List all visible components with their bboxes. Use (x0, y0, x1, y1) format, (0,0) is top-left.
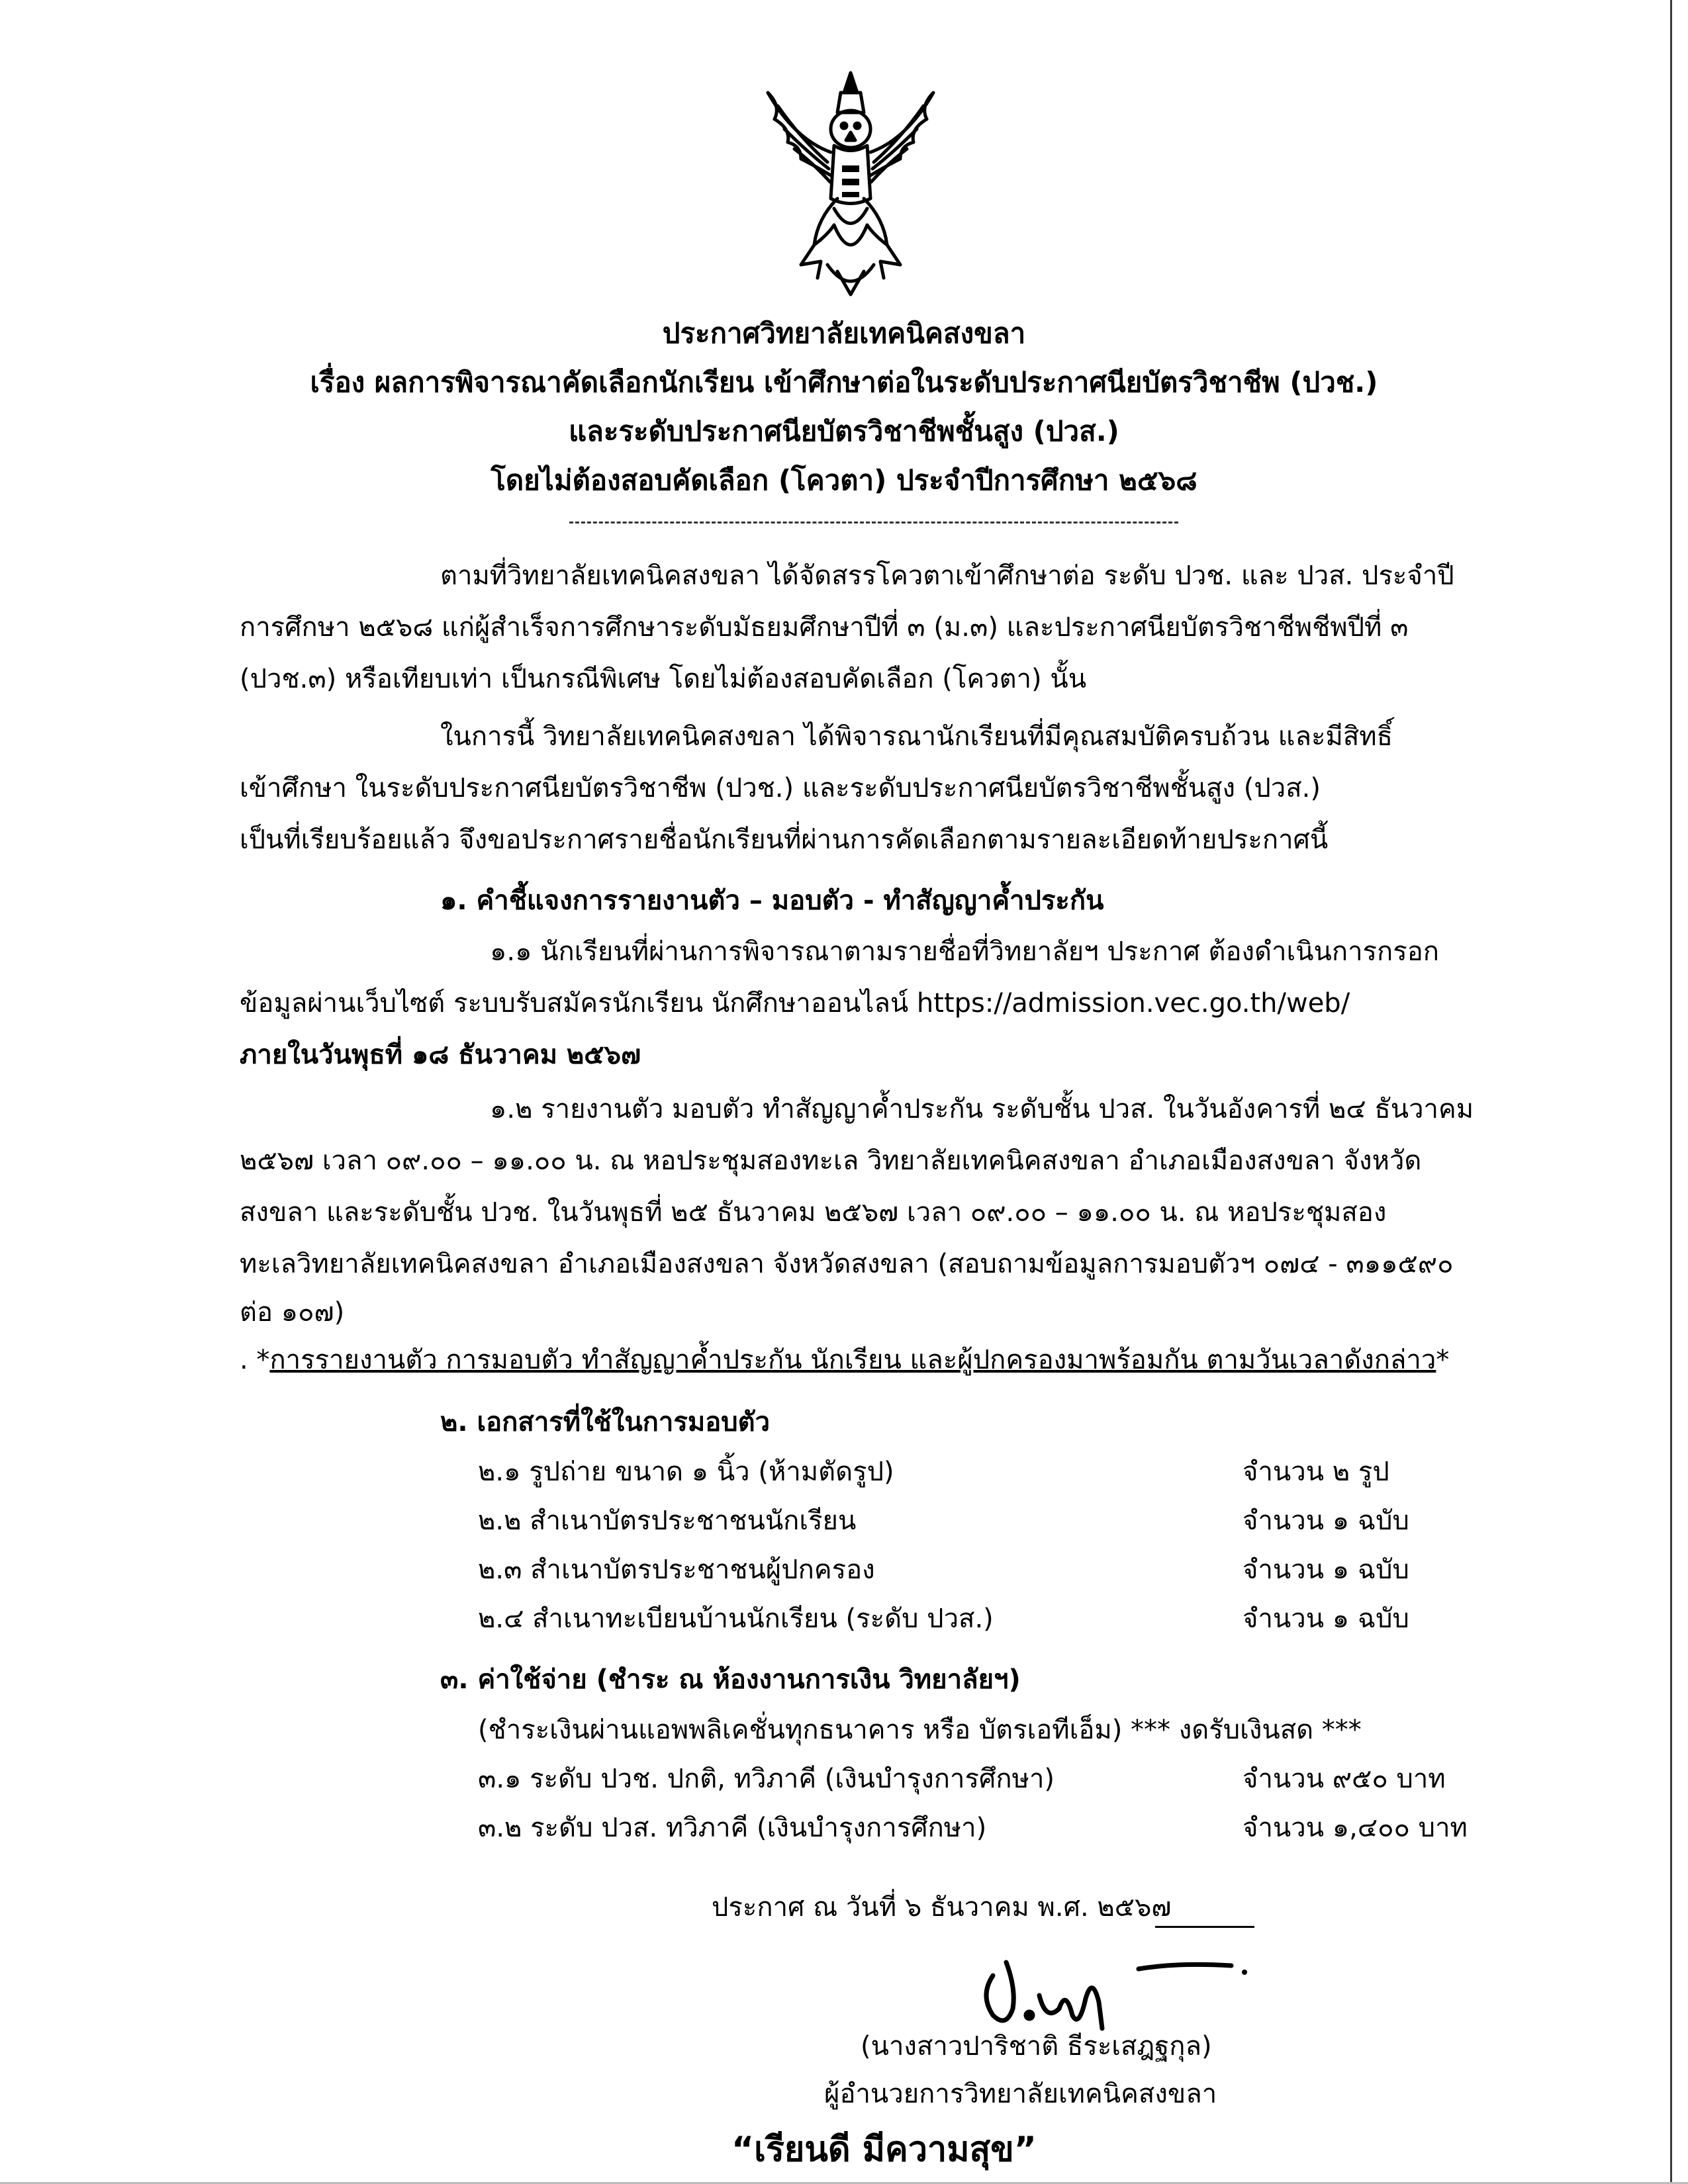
section3-item-amount: จำนวน ๑,๔๐๐ บาท (1243, 1813, 1468, 1843)
intro-p2-line2: เข้าศึกษา ในระดับประกาศนียบัตรวิชาชีพ (ปวช.) และระดับประกาศนียบัตรวิชาชีพชั้นสูง (ปวส.) (240, 773, 1321, 803)
date-underline (1155, 1926, 1254, 1928)
announce-date: ประกาศ ณ วันที่ ๖ ธันวาคม พ.ศ. ๒๕๖๗ (712, 1892, 1172, 1923)
announcement-subject: เรื่อง ผลการพิจารณาคัดเลือกนักเรียน เข้าศึกษาต่อในระดับประกาศนียบัตรวิชาชีพ (ปวช.) (310, 366, 1378, 398)
note-suffix: * (1436, 1345, 1450, 1375)
announcement-subject-line3: โดยไม่ต้องสอบคัดเลือก (โควตา) ประจำปีการศึกษา ๒๕๖๘ (491, 464, 1197, 496)
intro-p2-line1: ในการนี้ วิทยาลัยเทคนิคสงขลา ได้พิจารณานักเรียนที่มีคุณสมบัติครบถ้วน และมีสิทธิ์ (440, 721, 1393, 752)
section2-item-label: ๒.๓ สำเนาบัตรประชาชนผู้ปกครอง (478, 1555, 875, 1585)
section1-item1-line2: ข้อมูลผ่านเว็บไซต์ ระบบรับสมัครนักเรียน นักศึกษาออนไลน์ https://admission.vec.go.th/web/ (240, 988, 1350, 1019)
announcement-title: ประกาศวิทยาลัยเทคนิคสงขลา (662, 317, 1026, 349)
section1-deadline: ภายในวันพุธที่ ๑๘ ธันวาคม ๒๕๖๗ (240, 1040, 641, 1070)
section2-item-amount: จำนวน ๑ ฉบับ (1243, 1506, 1409, 1536)
intro-p2-line3: เป็นที่เรียบร้อยแล้ว จึงขอประกาศรายชื่อนักเรียนที่ผ่านการคัดเลือกตามรายละเอียดท้ายประกาศนี้ (240, 825, 1329, 855)
section1-note (240, 1342, 1449, 1379)
section1-item2-line4: ทะเลวิทยาลัยเทคนิคสงขลา อำเภอเมืองสงขลา จังหวัดสงขลา (สอบถามข้อมูลการมอบตัวฯ ๐๗๔ - ๓๑๑๕๙๐ (240, 1249, 1454, 1279)
section1-item2-line5: ต่อ ๑๐๗) (240, 1297, 345, 1328)
section2-item-label: ๒.๔ สำเนาทะเบียนบ้านนักเรียน (ระดับ ปวส.) (478, 1604, 994, 1634)
section3-item-label: ๓.๑ ระดับ ปวช. ปกติ, ทวิภาคี (เงินบำรุงการศึกษา) (478, 1764, 1055, 1794)
garuda-emblem-icon (755, 66, 947, 301)
section1-item2-line1: ๑.๒ รายงานตัว มอบตัว ทำสัญญาค้ำประกัน ระดับชั้น ปวส. ในวันอังคารที่ ๒๔ ธันวาคม (490, 1094, 1474, 1124)
intro-p1-line1: ตามที่วิทยาลัยเทคนิคสงขลา ได้จัดสรรโควตาเข้าศึกษาต่อ ระดับ ปวช. และ ปวส. ประจำปี (440, 561, 1454, 591)
section3-heading: ๓. ค่าใช้จ่าย (ชำระ ณ ห้องงานการเงิน วิทยาลัยฯ) (440, 1664, 1021, 1695)
signer-name: (นางสาวปาริชาติ ธีระเสฎฐกุล) (861, 2031, 1212, 2062)
section1-item2-line3: สงขลา และระดับชั้น ปวช. ในวันพุธที่ ๒๕ ธันวาคม ๒๕๖๗ เวลา ๐๙.๐๐ – ๑๑.๐๐ น. ณ หอประชุมสอง (240, 1197, 1387, 1228)
announcement-subject-line2: และระดับประกาศนียบัตรวิชาชีพชั้นสูง (ปวส.) (569, 415, 1119, 447)
section2-item-amount: จำนวน ๑ ฉบับ (1243, 1555, 1409, 1585)
section3-payment-note: (ชำระเงินผ่านแอพพลิเคชั่นทุกธนาคาร หรือ บัตรเอทีเอ็ม) *** งดรับเงินสด *** (478, 1715, 1362, 1745)
section2-item-amount: จำนวน ๑ ฉบับ (1243, 1604, 1409, 1634)
section3-item-amount: จำนวน ๙๕๐ บาท (1243, 1764, 1446, 1794)
section1-item2-line2: ๒๕๖๗ เวลา ๐๙.๐๐ – ๑๑.๐๐ น. ณ หอประชุมสองทะเล วิทยาลัยเทคนิคสงขลา อำเภอเมืองสงขลา จังหวัด (240, 1146, 1422, 1176)
section2-item-label: ๒.๑ รูปถ่าย ขนาด ๑ นิ้ว (ห้ามตัดรูป) (478, 1457, 894, 1487)
signer-title: ผู้อำนวยการวิทยาลัยเทคนิคสงขลา (824, 2079, 1217, 2109)
section2-item-amount: จำนวน ๒ รูป (1243, 1457, 1389, 1487)
section2-heading: ๒. เอกสารที่ใช้ในการมอบตัว (440, 1407, 771, 1437)
note-prefix: . * (240, 1345, 270, 1375)
slogan: “เรียนดี มีความสุข” (731, 2130, 1037, 2169)
section2-item-label: ๒.๒ สำเนาบัตรประชาชนนักเรียน (478, 1506, 857, 1536)
header-divider (569, 522, 1178, 523)
section1-heading: ๑. คำชี้แจงการรายงานตัว – มอบตัว - ทำสัญญาค้ำประกัน (440, 886, 1104, 916)
section3-item-label: ๓.๒ ระดับ ปวส. ทวิภาคี (เงินบำรุงการศึกษา) (478, 1813, 987, 1843)
section1-item1-line1: ๑.๑ นักเรียนที่ผ่านการพิจารณาตามรายชื่อที่วิทยาลัยฯ ประกาศ ต้องดำเนินการกรอก (490, 936, 1439, 967)
note-text: การรายงานตัว การมอบตัว ทำสัญญาค้ำประกัน นักเรียน และผู้ปกครองมาพร้อมกัน ตามวันเวลาดังกล่าว (269, 1345, 1436, 1375)
intro-p1-line3: (ปวช.๓) หรือเทียบเท่า เป็นกรณีพิเศษ โดยไม่ต้องสอบคัดเลือก (โควตา) นั้น (240, 664, 1087, 694)
intro-p1-line2: การศึกษา ๒๕๖๘ แก่ผู้สำเร็จการศึกษาระดับมัธยมศึกษาปีที่ ๓ (ม.๓) และประกาศนียบัตรวิชาชีพชีพปีที่ ๓ (240, 612, 1409, 643)
